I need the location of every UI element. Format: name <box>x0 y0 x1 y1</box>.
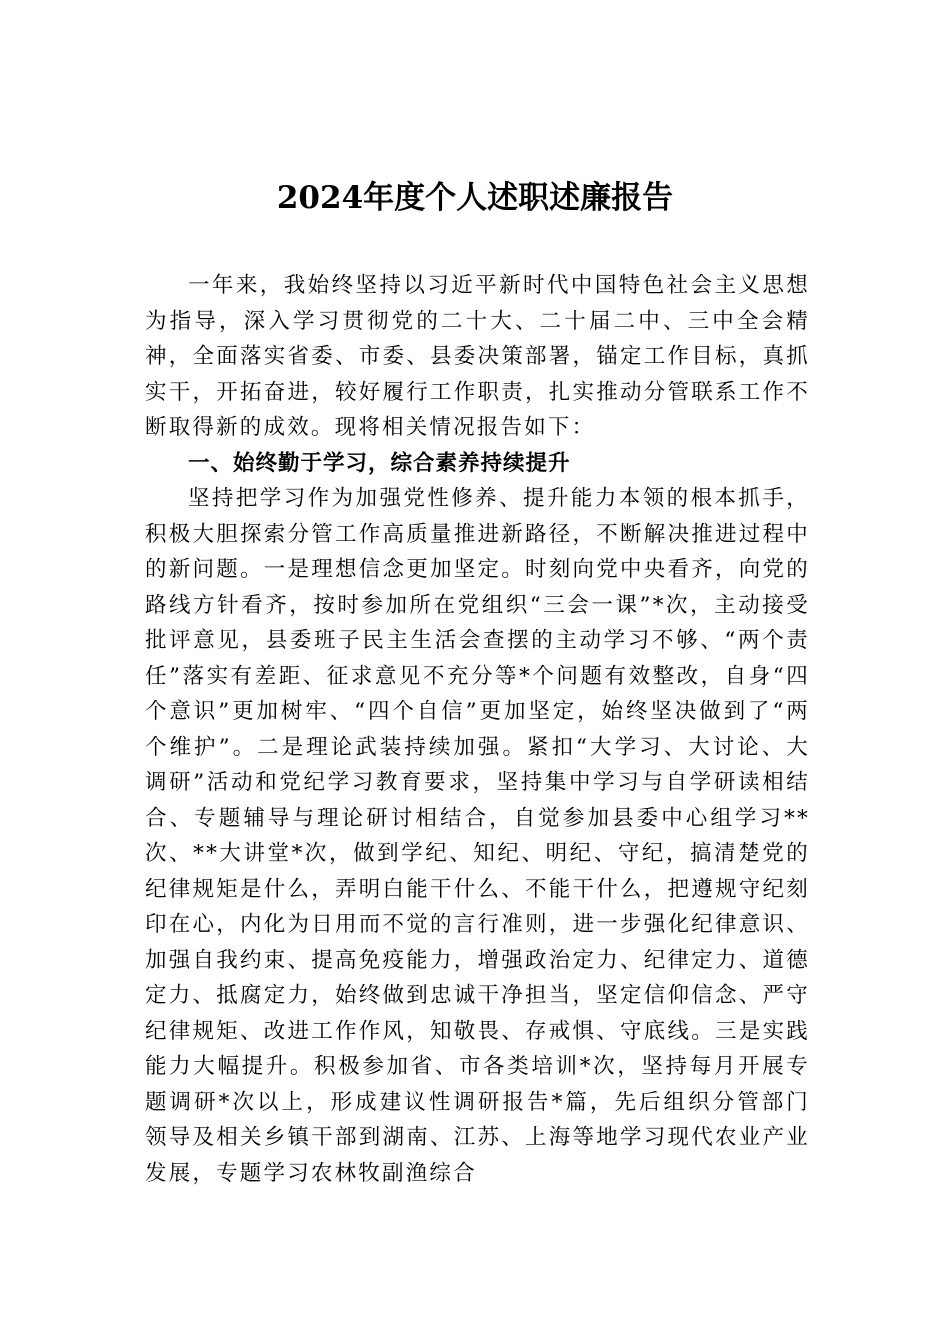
section-1-paragraph: 坚持把学习作为加强党性修养、提升能力本领的根本抓手，积极大胆探索分管工作高质量推进新路径，不断解决推进过程中的新问题。一是理想信念更加坚定。时刻向党中央看齐，向党的路线方针看齐，按时参加所在党组织“三会一课”*次，主动接受批评意见，县委班子民主生活会查摆的主动学习不够、“两个责任”落实有差距、征求意见不充分等*个问题有效整改，自身“四个意识”更加树牢、“四个自信”更加坚定，始终坚决做到了“两个维护”。二是理论武装持续加强。紧扣“大学习、大讨论、大调研”活动和党纪学习教育要求，坚持集中学习与自学研读相结合、专题辅导与理论研讨相结合，自觉参加县委中心组学习**次、**大讲堂*次，做到学纪、知纪、明纪、守纪，搞清楚党的纪律规矩是什么，弄明白能干什么、不能干什么，把遵规守纪刻印在心，内化为日用而不觉的言行准则，进一步强化纪律意识、加强自我约束、提高免疫能力，增强政治定力、纪律定力、道德定力、抵腐定力，始终做到忠诚干净担当，坚定信仰信念、严守纪律规矩、改进工作作风，知敬畏、存戒惧、守底线。三是实践能力大幅提升。积极参加省、市各类培训*次，坚持每月开展专题调研*次以上，形成建议性调研报告*篇，先后组织分管部门领导及相关乡镇干部到湖南、江苏、上海等地学习现代农业产业发展，专题学习农林牧副渔综合 <box>145 486 810 1186</box>
section-heading-1: 一、始终勤于学习，综合素养持续提升 <box>188 450 571 476</box>
document-title: 2024年度个人述职述廉报告 <box>276 180 674 216</box>
document-body <box>145 268 810 1191</box>
intro-paragraph: 一年来，我始终坚持以习近平新时代中国特色社会主义思想为指导，深入学习贯彻党的二十大、二十届二中、三中全会精神，全面落实省委、市委、县委决策部署，锚定工作目标，真抓实干，开拓奋进，较好履行工作职责，扎实推动分管联系工作不断取得新的成效。现将相关情况报告如下： <box>145 273 810 440</box>
